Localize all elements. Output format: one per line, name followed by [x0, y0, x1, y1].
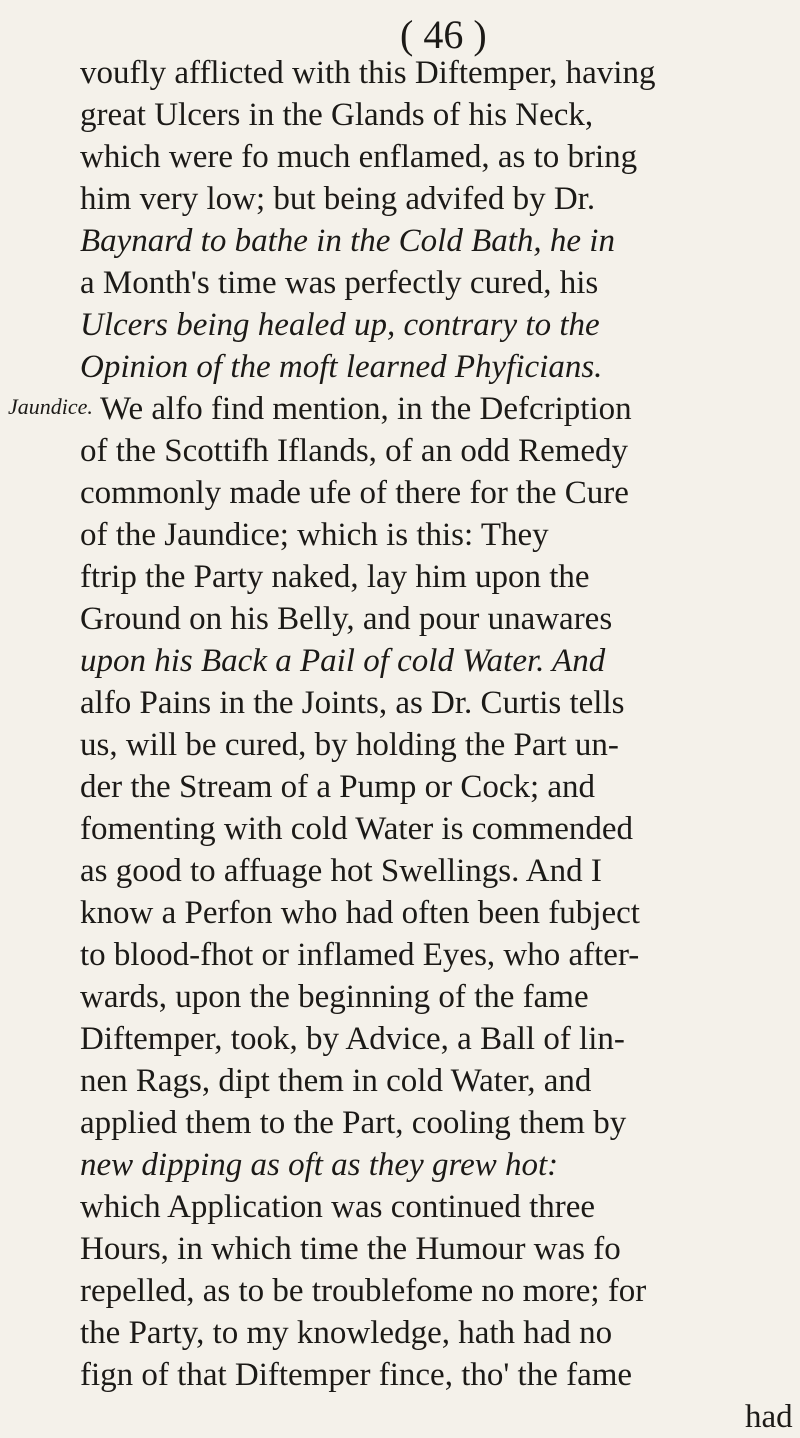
text-line: voufly afflicted with this Diftemper, having	[80, 55, 656, 91]
text-line: the Party, to my knowledge, hath had no	[80, 1315, 613, 1351]
text-line: fign of that Diftemper fince, tho' the fame	[80, 1357, 633, 1393]
text-line: upon his Back a Pail of cold Water. And	[80, 643, 606, 679]
text-line: to blood-fhot or inflamed Eyes, who after-	[80, 937, 640, 973]
text-line: Baynard to bathe in the Cold Bath, he in	[80, 223, 615, 259]
text-line: We alfo find mention, in the Defcription	[100, 391, 632, 427]
text-line: Opinion of the moft learned Phyficians.	[80, 349, 603, 385]
text-line: new dipping as oft as they grew hot:	[80, 1147, 559, 1183]
text-line: fomenting with cold Water is commended	[80, 811, 634, 847]
text-line: der the Stream of a Pump or Cock; and	[80, 769, 596, 805]
text-line: nen Rags, dipt them in cold Water, and	[80, 1063, 592, 1099]
text-line: of the Scottifh Iflands, of an odd Remedy	[80, 433, 629, 469]
side-note: Jaundice.	[8, 394, 93, 419]
text-line: Ground on his Belly, and pour unawares	[80, 601, 613, 637]
text-line: Ulcers being healed up, contrary to the	[80, 307, 600, 343]
text-line: Hours, in which time the Humour was fo	[80, 1231, 621, 1267]
text-line: commonly made ufe of there for the Cure	[80, 475, 629, 511]
text-line: which were fo much enflamed, as to bring	[80, 139, 638, 175]
text-line: alfo Pains in the Joints, as Dr. Curtis tells	[80, 685, 625, 721]
text-line: us, will be cured, by holding the Part un-	[80, 727, 619, 763]
text-line: wards, upon the beginning of the fame	[80, 979, 589, 1015]
text-line: repelled, as to be troublefome no more; for	[80, 1273, 647, 1309]
catchword: had	[745, 1399, 793, 1435]
text-line: of the Jaundice; which is this: They	[80, 517, 549, 553]
text-line: which Application was continued three	[80, 1189, 596, 1225]
text-line: him very low; but being advifed by Dr.	[80, 181, 596, 217]
text-line: know a Perfon who had often been fubject	[80, 895, 640, 931]
text-line: Diftemper, took, by Advice, a Ball of lin-	[80, 1021, 625, 1057]
text-line: ftrip the Party naked, lay him upon the	[80, 559, 590, 595]
text-line: a Month's time was perfectly cured, his	[80, 265, 599, 301]
text-line: great Ulcers in the Glands of his Neck,	[80, 97, 594, 133]
text-line: applied them to the Part, cooling them by	[80, 1105, 627, 1141]
text-line: as good to affuage hot Swellings. And I	[80, 853, 602, 889]
page-number: ( 46 )	[400, 12, 487, 57]
